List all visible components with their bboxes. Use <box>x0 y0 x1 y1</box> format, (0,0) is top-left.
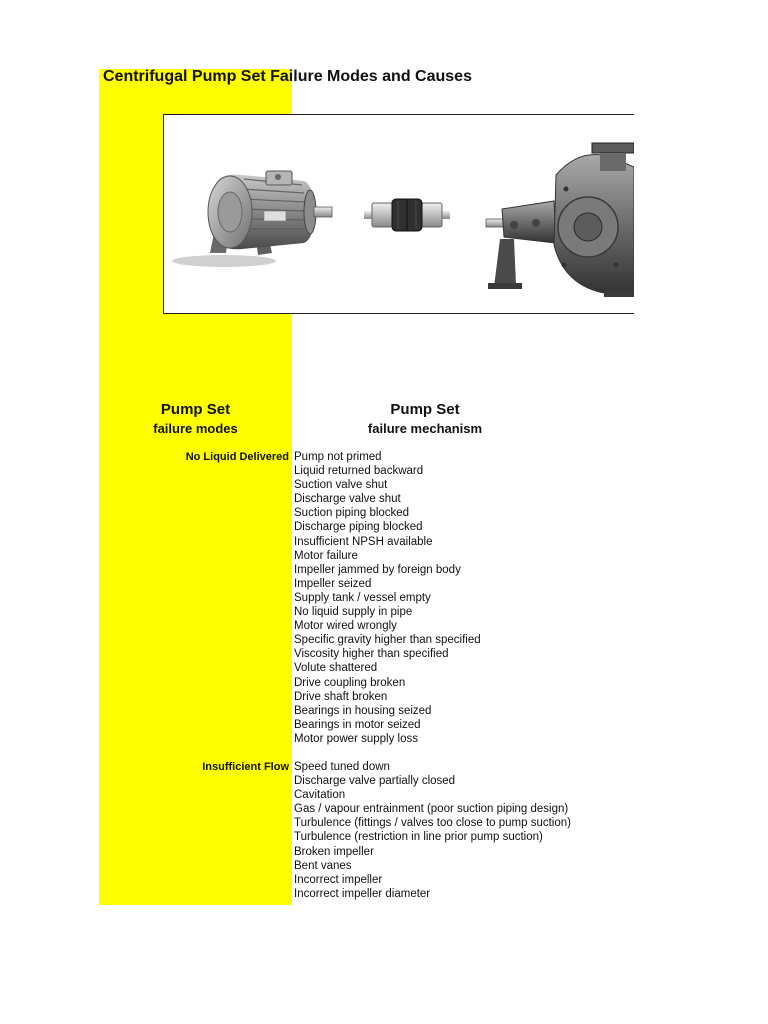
failure-mechanism-item: Impeller seized <box>294 577 372 590</box>
failure-mechanism-item: Drive shaft broken <box>294 690 388 703</box>
failure-mechanism-item: Liquid returned backward <box>294 465 424 478</box>
failure-mechanism-item: Motor power supply loss <box>294 732 418 745</box>
failure-group-insufficient-flow <box>99 760 659 901</box>
failure-mechanism-item: Suction valve shut <box>294 479 388 492</box>
failure-modes-header <box>99 400 292 437</box>
failure-mechanism-item: Motor wired wrongly <box>294 620 397 633</box>
failure-mechanism-item: Insufficient NPSH available <box>294 535 433 548</box>
failure-mechanism-item: Gas / vapour entrainment (poor suction piping design) <box>294 803 569 816</box>
failure-mechanism-item: Impeller jammed by foreign body <box>294 563 461 576</box>
failure-mechanism-item: Suction piping blocked <box>294 507 410 520</box>
failure-mechanism-item: Turbulence (fittings / valves too close to pump suction) <box>294 817 571 830</box>
pump-set-illustration <box>163 114 634 314</box>
failure-groups <box>99 450 659 901</box>
failure-mechanism-list <box>289 450 481 746</box>
failure-mode-label: No Liquid Delivered <box>185 451 289 463</box>
failure-mechanism-item: No liquid supply in pipe <box>294 606 413 619</box>
page-title: Centrifugal Pump Set Failure Modes and Causes <box>103 68 472 85</box>
pump-illustration <box>486 143 634 297</box>
failure-mechanism-item: Pump not primed <box>294 451 382 463</box>
failure-mechanism-item: Incorrect impeller diameter <box>294 887 431 900</box>
failure-mechanism-item: Incorrect impeller <box>294 873 383 886</box>
failure-mechanism-item: Discharge valve partially closed <box>294 775 456 788</box>
failure-mechanism-header-title: Pump Set <box>390 401 460 418</box>
failure-mode-label: Insufficient Flow <box>202 760 289 773</box>
failure-mechanism-item: Supply tank / vessel empty <box>294 591 431 604</box>
failure-mechanism-item: Discharge piping blocked <box>294 521 423 534</box>
failure-mechanism-item: Drive coupling broken <box>294 676 406 689</box>
failure-mechanism-item: Bearings in housing seized <box>294 704 432 717</box>
failure-mechanism-item: Viscosity higher than specified <box>294 648 449 661</box>
failure-modes-header-title: Pump Set <box>160 401 231 418</box>
failure-group-no-liquid-delivered <box>99 450 659 746</box>
coupling-illustration <box>364 199 450 231</box>
failure-mechanism-header <box>330 400 520 437</box>
failure-mechanism-item: Bearings in motor seized <box>294 718 421 731</box>
failure-mechanism-item: Bent vanes <box>294 859 352 872</box>
failure-mechanism-item: Cavitation <box>294 789 346 802</box>
failure-mechanism-item: Turbulence (restriction in line prior pump suction) <box>294 831 543 844</box>
failure-mechanism-item: Speed tuned down <box>294 760 390 773</box>
failure-mechanism-list <box>289 760 571 901</box>
failure-mechanism-item: Motor failure <box>294 549 358 562</box>
motor-illustration <box>172 171 332 267</box>
failure-modes-header-subtitle: failure modes <box>153 421 238 436</box>
failure-mechanism-item: Specific gravity higher than specified <box>294 634 481 647</box>
failure-mechanism-header-subtitle: failure mechanism <box>367 421 483 436</box>
failure-mechanism-item: Broken impeller <box>294 845 374 858</box>
failure-mechanism-item: Volute shattered <box>294 662 378 675</box>
failure-mechanism-item: Discharge valve shut <box>294 493 401 506</box>
